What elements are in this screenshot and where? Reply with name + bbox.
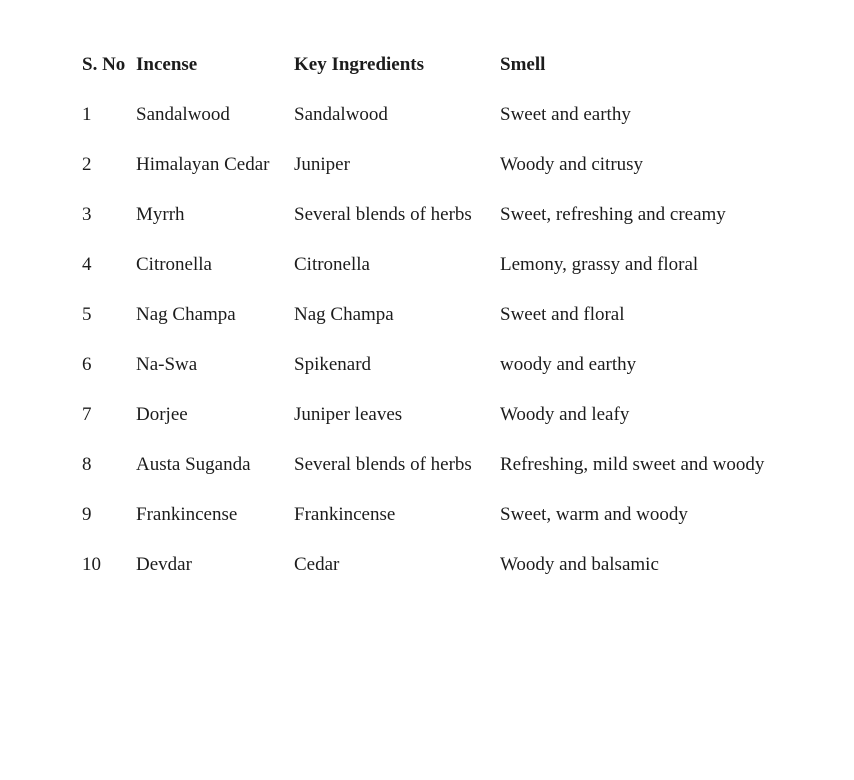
cell-serial-no: 6 [82, 354, 92, 375]
cell-key-ingredients: Several blends of herbs [294, 204, 472, 225]
table-row [82, 440, 780, 490]
cell-serial-no: 3 [82, 204, 92, 225]
cell-incense: Austa Suganda [136, 454, 251, 475]
cell-incense: Himalayan Cedar [136, 154, 270, 175]
cell-incense: Nag Champa [136, 304, 236, 325]
table-row [82, 290, 780, 340]
cell-serial-no: 7 [82, 404, 92, 425]
cell-smell: Woody and citrusy [500, 154, 644, 175]
col-header-key-ingredients: Key Ingredients [294, 54, 425, 75]
cell-smell: Sweet and earthy [500, 104, 631, 125]
table-row [82, 190, 780, 240]
cell-serial-no: 10 [82, 554, 101, 575]
cell-smell: Sweet, warm and woody [500, 504, 688, 525]
cell-key-ingredients: Citronella [294, 254, 370, 275]
table-header-row [82, 40, 780, 90]
cell-key-ingredients: Frankincense [294, 504, 396, 525]
cell-incense: Citronella [136, 254, 212, 275]
cell-serial-no: 9 [82, 504, 92, 525]
table-row [82, 140, 780, 190]
cell-key-ingredients: Juniper [294, 154, 350, 175]
cell-key-ingredients: Spikenard [294, 354, 372, 375]
cell-serial-no: 4 [82, 254, 92, 275]
cell-key-ingredients: Sandalwood [294, 104, 388, 125]
cell-smell: Lemony, grassy and floral [500, 254, 699, 275]
cell-smell: woody and earthy [500, 354, 637, 375]
col-header-incense: Incense [136, 54, 198, 75]
table-row [82, 240, 780, 290]
table-row [82, 490, 780, 540]
cell-serial-no: 2 [82, 154, 92, 175]
cell-incense: Devdar [136, 554, 192, 575]
cell-serial-no: 5 [82, 304, 92, 325]
cell-incense: Sandalwood [136, 104, 230, 125]
cell-incense: Myrrh [136, 204, 185, 225]
table-row [82, 90, 780, 140]
cell-smell: Woody and leafy [500, 404, 630, 425]
cell-key-ingredients: Juniper leaves [294, 404, 403, 425]
cell-key-ingredients: Cedar [294, 554, 340, 575]
cell-smell: Woody and balsamic [500, 554, 659, 575]
cell-incense: Dorjee [136, 404, 188, 425]
incense-table [82, 40, 780, 590]
col-header-serial-no: S. No [82, 54, 126, 75]
cell-serial-no: 8 [82, 454, 92, 475]
cell-key-ingredients: Nag Champa [294, 304, 394, 325]
cell-incense: Frankincense [136, 504, 238, 525]
cell-incense: Na-Swa [136, 354, 198, 375]
cell-smell: Sweet, refreshing and creamy [500, 204, 726, 225]
col-header-smell: Smell [500, 54, 546, 75]
cell-serial-no: 1 [82, 104, 92, 125]
table-row [82, 340, 780, 390]
table-row [82, 540, 780, 590]
cell-smell: Sweet and floral [500, 304, 625, 325]
cell-key-ingredients: Several blends of herbs [294, 454, 472, 475]
cell-smell: Refreshing, mild sweet and woody [500, 454, 765, 475]
table-row [82, 390, 780, 440]
